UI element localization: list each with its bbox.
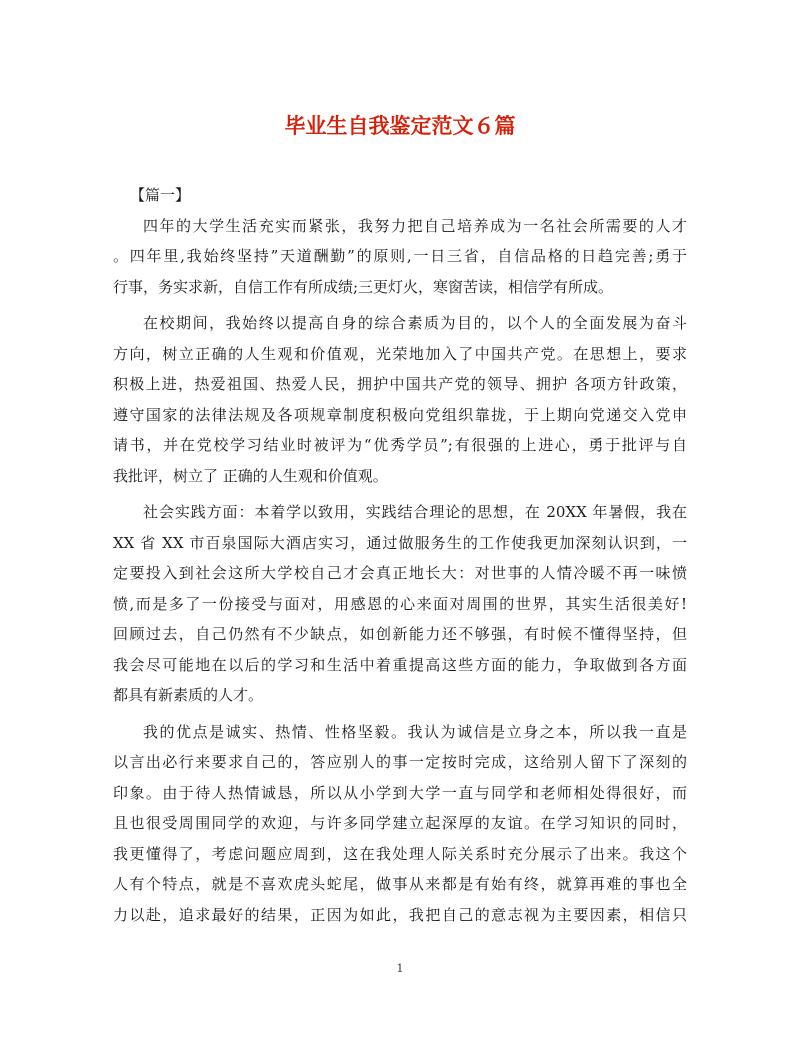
paragraph-line: 且也很受周围同学的欢迎，与许多同学建立起深厚的友谊。在学习知识的同时， xyxy=(113,814,687,832)
paragraph xyxy=(113,308,687,491)
paragraph-line: 我的优点是诚实、热情、性格坚毅。我认为诚信是立身之本，所以我一直是 xyxy=(143,722,687,741)
document-body xyxy=(113,180,687,936)
paragraph-line: 都具有新素质的人才。 xyxy=(113,686,264,704)
paragraph-line: 在校期间，我始终以提高自身的综合素质为目的，以个人的全面发展为奋斗 xyxy=(143,314,687,332)
paragraph-line: 以言出必行来要求自己的，答应别人的事一定按时完成，这给别人留下了深刻的 xyxy=(113,753,687,771)
paragraph-line: 人有个特点，就是不喜欢虎头蛇尾，做事从来都是有始有终，就算再难的事也全 xyxy=(113,875,687,893)
paragraph-line: 回顾过去，自己仍然有不少缺点，如创新能力还不够强，有时候不懂得坚持，但 xyxy=(113,625,687,643)
paragraph-line: 请书，并在党校学习结业时被评为“优秀学员”;有很强的上进心，勇于批评与自 xyxy=(113,436,687,454)
paragraph-line: 力以赴，追求最好的结果，正因为如此，我把自己的意志视为主要因素，相信只 xyxy=(113,905,687,924)
document-title: 毕业生自我鉴定范文６篇 xyxy=(284,114,516,138)
paragraph-list xyxy=(113,211,687,931)
paragraph-line: 积极上进，热爱祖国、热爱人民，拥护中国共产党的领导、拥护 各项方针政策， xyxy=(113,375,687,393)
paragraph-line: 愤,而是多了一份接受与面对，用感恩的心来面对周围的世界，其实生活很美好! xyxy=(113,594,687,613)
paragraph-line: 方向，树立正确的人生观和价值观，光荣地加入了中国共产党。在思想上，要求 xyxy=(113,344,687,363)
paragraph xyxy=(113,717,687,931)
paragraph-line: 我批评，树立了 正确的人生观和价值观。 xyxy=(113,466,388,485)
paragraph-line: XX 省 XX 市百泉国际大酒店实习，通过做服务生的工作使我更加深刻认识到，一 xyxy=(113,533,687,552)
paragraph-line: 。四年里,我始终坚持”天道酬勤”的原则,一日三省，自信品格的日趋完善;勇于 xyxy=(113,247,687,265)
paragraph xyxy=(113,211,687,303)
paragraph-line: 遵守国家的法律法规及各项规章制度积极向党组织靠拢，于上期向党递交入党申 xyxy=(113,405,687,424)
page-number: 1 xyxy=(396,962,404,975)
paragraph-line: 社会实践方面：本着学以致用，实践结合理论的思想，在 20XX 年暑假，我在 xyxy=(143,503,687,521)
paragraph xyxy=(113,497,687,711)
paragraph-line: 我会尽可能地在以后的学习和生活中着重提高这些方面的能力，争取做到各方面 xyxy=(113,655,687,674)
paragraph-line: 我更懂得了，考虑问题应周到，这在我处理人际关系时充分展示了出来。我这个 xyxy=(113,844,687,863)
paragraph-line: 四年的大学生活充实而紧张，我努力把自己培养成为一名社会所需要的人才 xyxy=(143,216,687,235)
paragraph-line: 行事，务实求新，自信工作有所成绩;三更灯火，寒窗苦读，相信学有所成。 xyxy=(113,277,614,296)
paragraph-line: 印象。由于待人热情诚恳，所以从小学到大学一直与同学和老师相处得很好，而 xyxy=(113,783,687,802)
paragraph-line: 定要投入到社会这所大学校自己才会真正地长大：对世事的人情冷暖不再一味愤 xyxy=(113,564,687,582)
section-label: 【篇一】 xyxy=(130,186,191,204)
